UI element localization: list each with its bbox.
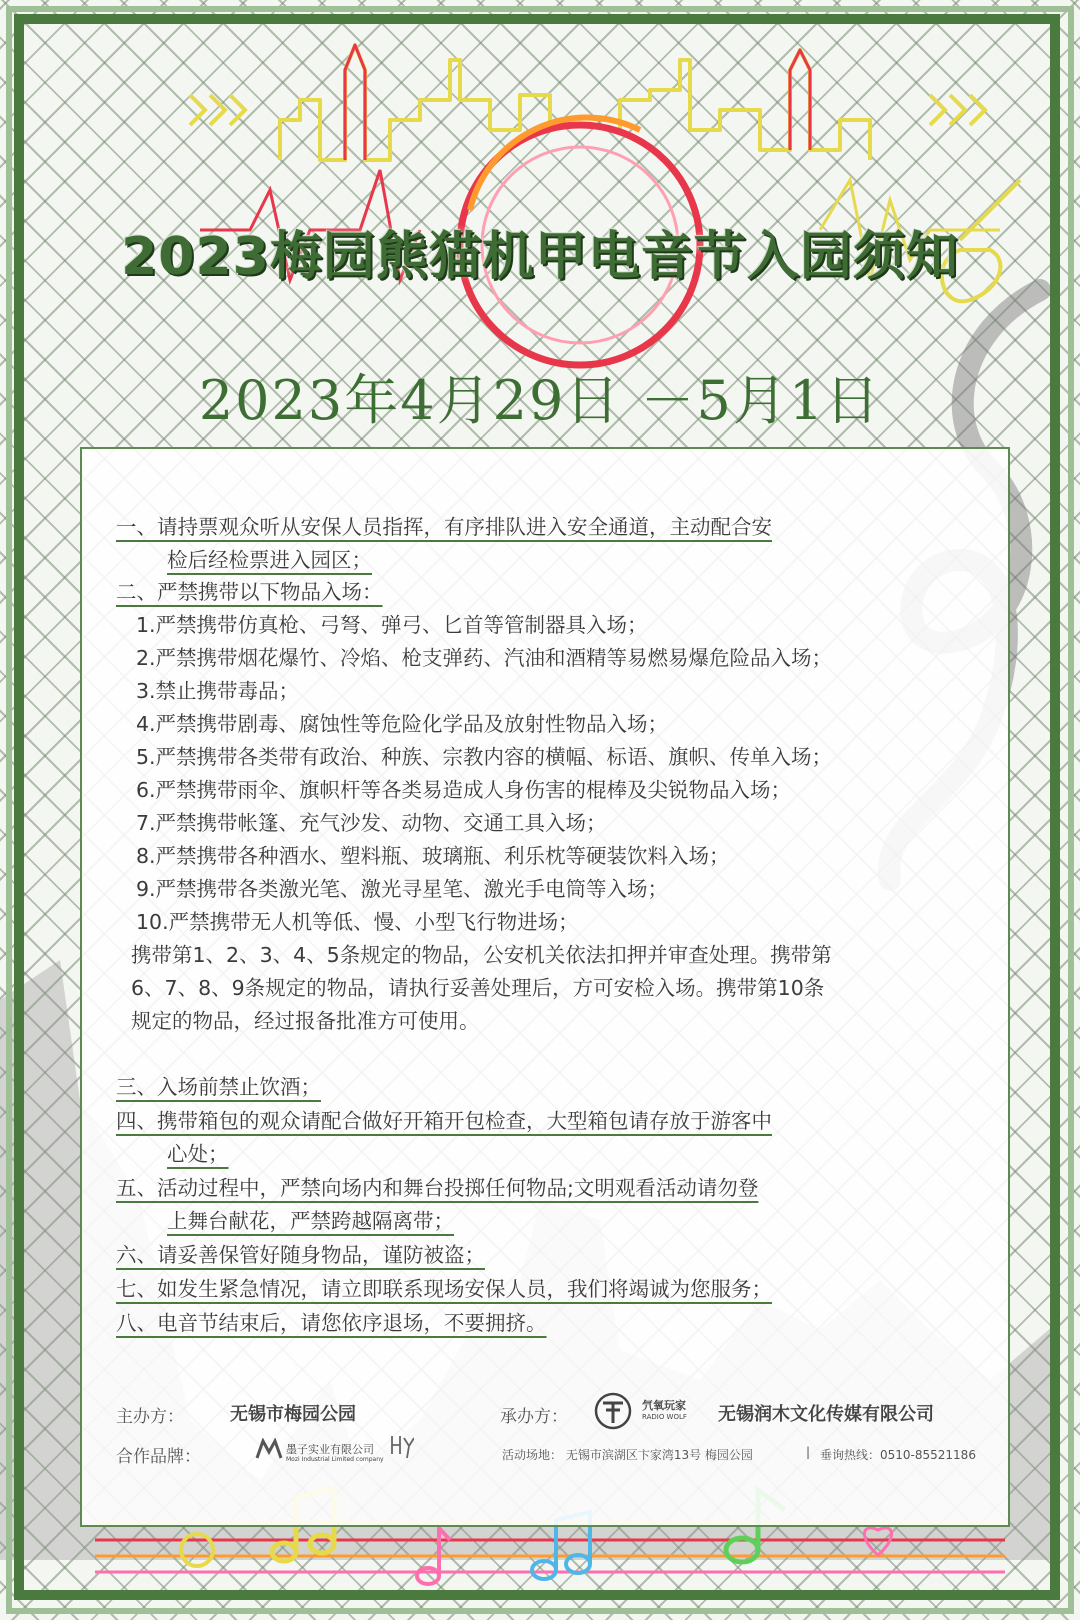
prohibited-item-3: 3.禁止携带毒品； — [136, 679, 300, 703]
prohibited-item-8: 8.严禁携带各种酒水、塑料瓶、玻璃瓶、利乐枕等硬装饮料入场； — [136, 844, 730, 868]
prohibited-item-9: 9.严禁携带各类激光笔、激光寻星笔、激光手电筒等入场； — [136, 877, 669, 901]
hotline-info: 垂询热线：0510-85521186 — [820, 1448, 976, 1462]
prohibited-item-7: 7.严禁携带帐篷、充气沙发、动物、交通工具入场； — [136, 811, 607, 835]
rule-1-line-1: 一、请持票观众听从安保人员指挥，有序排队进入安全通道，主动配合安 — [116, 515, 772, 539]
note-line-2: 6、7、8、9条规定的物品，请执行妥善处理后，方可安检入场。携带第10条 — [131, 976, 825, 1000]
chevron-arrows-right-icon — [930, 95, 985, 125]
prohibited-item-1: 1.严禁携带仿真枪、弓弩、弹弓、匕首等管制器具入场； — [136, 613, 648, 637]
rule-4-line-1: 四、携带箱包的观众请配合做好开箱开包检查，大型箱包请存放于游客中 — [116, 1109, 772, 1133]
rule-2-heading: 二、严禁携带以下物品入场： — [116, 580, 383, 604]
organizer-label: 承办方： — [500, 1407, 568, 1427]
footer-divider: | — [806, 1445, 811, 1459]
chevron-arrows-left-icon — [190, 95, 245, 125]
venue-info: 活动场地： 无锡市滨湖区卞家湾13号 梅园公园 — [502, 1448, 753, 1462]
rule-5-line-2: 上舞台献花，严禁跨越隔离带； — [167, 1209, 454, 1233]
prohibited-item-2: 2.严禁携带烟花爆竹、冷焰、枪支弹药、汽油和酒精等易燃易爆危险品入场； — [136, 646, 833, 670]
poster-title: 2023梅园熊猫机甲电音节入园须知 — [121, 227, 959, 287]
rule-8: 八、电音节结束后，请您依序退场，不要拥挤。 — [116, 1311, 547, 1335]
organizer-logo-sub: RADIO WOLF — [642, 1413, 687, 1421]
neon-skyline — [280, 45, 870, 160]
note-line-3: 规定的物品，经过报备批准方可使用。 — [131, 1009, 480, 1033]
rule-5-line-1: 五、活动过程中，严禁向场内和舞台投掷任何物品;文明观看活动请勿登 — [116, 1176, 759, 1200]
note-line-1: 携带第1、2、3、4、5条规定的物品，公安机关依法扣押并审查处理。携带第 — [131, 943, 832, 967]
wolf-logo-icon — [594, 1392, 636, 1430]
partner-label: 合作品牌： — [116, 1447, 201, 1467]
prohibited-item-10: 10.严禁携带无人机等低、慢、小型飞行物进场； — [136, 910, 579, 934]
mozi-logo-icon — [255, 1438, 283, 1460]
rule-3: 三、入场前禁止饮酒； — [116, 1075, 321, 1099]
organizer-value: 无锡润木文化传媒有限公司 — [718, 1404, 934, 1425]
partner-brand-mark-icon — [388, 1432, 414, 1462]
organizer-logo-text: 氕氧玩家 — [642, 1399, 686, 1412]
prohibited-item-4: 4.严禁携带剧毒、腐蚀性等危险化学品及放射性物品入场； — [136, 712, 669, 736]
rule-4-line-2: 心处； — [167, 1142, 229, 1166]
rule-7: 七、如发生紧急情况，请立即联系现场安保人员，我们将竭诚为您服务； — [116, 1277, 772, 1301]
prohibited-item-5: 5.严禁携带各类带有政治、种族、宗教内容的横幅、标语、旗帜、传单入场； — [136, 745, 833, 769]
host-value: 无锡市梅园公园 — [230, 1404, 356, 1425]
prohibited-item-6: 6.严禁携带雨伞、旗帜杆等各类易造成人身伤害的棍棒及尖锐物品入场； — [136, 778, 792, 802]
partner-logo-sub: Mozi Industrial Limited company — [286, 1456, 384, 1463]
rule-6: 六、请妥善保管好随身物品，谨防被盗； — [116, 1243, 485, 1267]
rule-1-line-2: 检后经检票进入园区； — [167, 548, 372, 572]
partner-logo-text: 墨子实业有限公司 — [286, 1443, 374, 1456]
event-date: 2023年4月29日 －5月1日 — [198, 369, 882, 432]
host-label: 主办方： — [116, 1407, 184, 1427]
